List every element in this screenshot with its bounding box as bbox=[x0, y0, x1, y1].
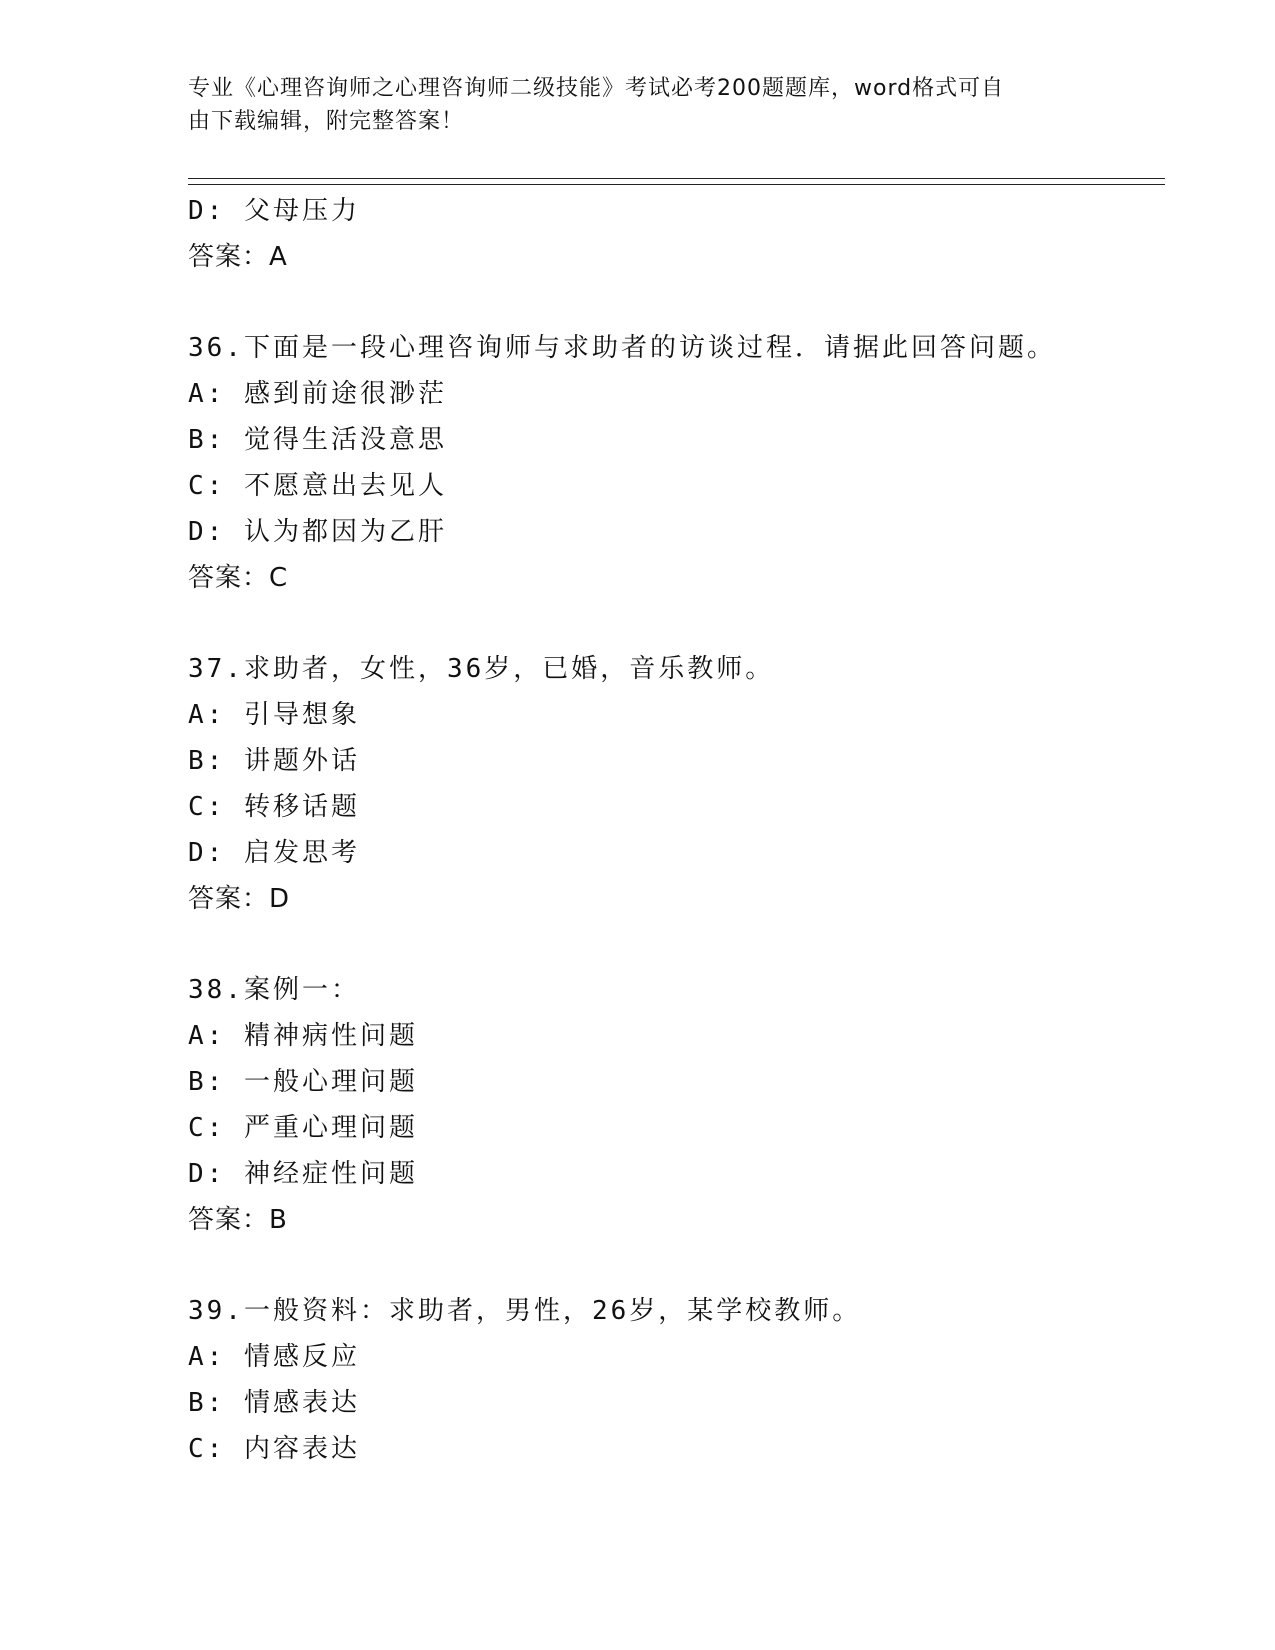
answer-line: 答案：A bbox=[188, 242, 288, 272]
spacer bbox=[188, 280, 1165, 325]
option-c: C: 转移话题 bbox=[188, 792, 360, 822]
header-line-1: 专业《心理咨询师之心理咨询师二级技能》考试必考200题题库，word格式可自 bbox=[188, 76, 1005, 101]
answer-line: 答案：C bbox=[188, 563, 289, 593]
question-36 bbox=[188, 325, 1165, 601]
question-stem: 36.下面是一段心理咨询师与求助者的访谈过程．请据此回答问题。 bbox=[188, 333, 1056, 363]
header-divider-top bbox=[188, 178, 1165, 179]
question-37 bbox=[188, 646, 1165, 922]
header-divider-bottom bbox=[188, 184, 1165, 185]
option-b: B: 觉得生活没意思 bbox=[188, 425, 447, 455]
document-header bbox=[188, 72, 1088, 138]
option-b: B: 讲题外话 bbox=[188, 746, 360, 776]
answer-line: 答案：B bbox=[188, 1205, 288, 1235]
option-c: C: 内容表达 bbox=[188, 1434, 360, 1464]
option-c: C: 严重心理问题 bbox=[188, 1113, 418, 1143]
option-b: B: 一般心理问题 bbox=[188, 1067, 418, 1097]
option-a: A: 引导想象 bbox=[188, 700, 360, 730]
header-line-2: 由下载编辑，附完整答案！ bbox=[188, 109, 465, 134]
spacer bbox=[188, 1243, 1165, 1288]
option-c: C: 不愿意出去见人 bbox=[188, 471, 447, 501]
option-b: B: 情感表达 bbox=[188, 1388, 360, 1418]
option-d: D: 认为都因为乙肝 bbox=[188, 517, 447, 547]
option-a: A: 精神病性问题 bbox=[188, 1021, 418, 1051]
option-d: D: 启发思考 bbox=[188, 838, 360, 868]
question-list bbox=[188, 188, 1165, 1472]
answer-line: 答案：D bbox=[188, 884, 291, 914]
question-39 bbox=[188, 1288, 1165, 1472]
option-d: D: 神经症性问题 bbox=[188, 1159, 418, 1189]
option-a: A: 情感反应 bbox=[188, 1342, 360, 1372]
option-d: D: 父母压力 bbox=[188, 196, 360, 226]
question-stem: 39.一般资料：求助者，男性，26岁，某学校教师。 bbox=[188, 1296, 862, 1326]
question-fragment-35 bbox=[188, 188, 1165, 280]
question-stem: 38.案例一： bbox=[188, 975, 360, 1005]
option-a: A: 感到前途很渺茫 bbox=[188, 379, 447, 409]
spacer bbox=[188, 601, 1165, 646]
question-stem: 37.求助者，女性，36岁，已婚，音乐教师。 bbox=[188, 654, 775, 684]
spacer bbox=[188, 922, 1165, 967]
question-38 bbox=[188, 967, 1165, 1243]
